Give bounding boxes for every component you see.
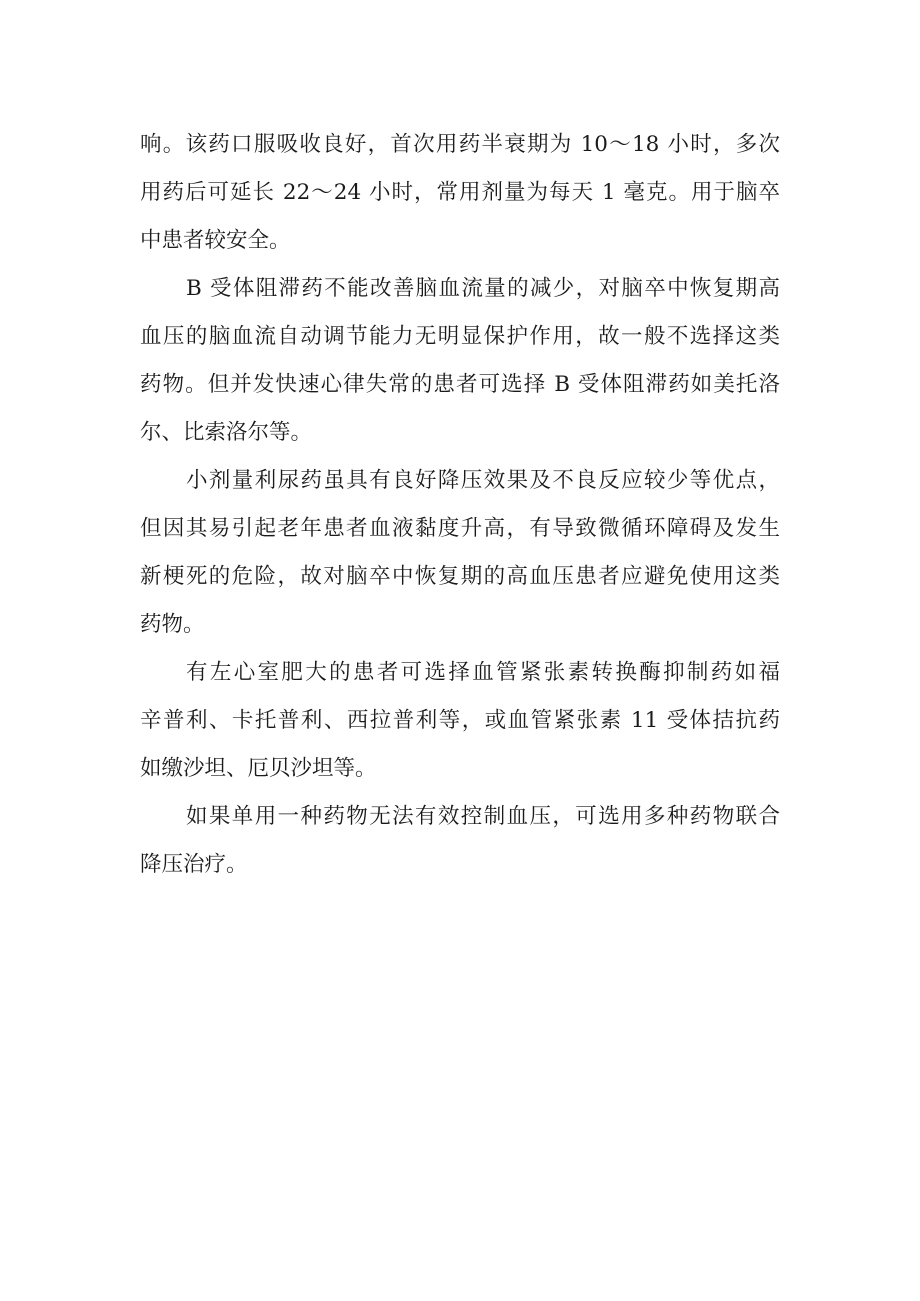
- text-line: 用药后可延长 22～24 小时，常用剂量为每天 1 毫克。用于脑卒: [140, 180, 780, 205]
- text-line: 响。该药口服吸收良好，首次用药半衰期为 10～18 小时，多次: [140, 132, 780, 157]
- text-line: 血压的脑血流自动调节能力无明显保护作用，故一般不选择这类: [140, 324, 780, 349]
- text-line: B 受体阻滞药不能改善脑血流量的减少，对脑卒中恢复期高: [186, 276, 780, 301]
- document-body: [140, 121, 780, 889]
- text-line: 有左心室肥大的患者可选择血管紧张素转换酶抑制药如福: [186, 660, 780, 685]
- text-line: 但因其易引起老年患者血液黏度升高，有导致微循环障碍及发生: [140, 516, 780, 541]
- text-line: 如果单用一种药物无法有效控制血压，可选用多种药物联合: [186, 804, 780, 829]
- text-line: 降压治疗。: [140, 852, 248, 877]
- paragraph-diuretics: [140, 457, 780, 649]
- paragraph-ace-inhibitors: [140, 649, 780, 793]
- text-line: 小剂量利尿药虽具有良好降压效果及不良反应较少等优点，: [186, 468, 780, 493]
- paragraph-beta-blockers: [140, 265, 780, 457]
- paragraph-combination-therapy: [140, 793, 780, 889]
- text-line: 如缴沙坦、厄贝沙坦等。: [140, 756, 377, 781]
- text-line: 药物。: [140, 612, 205, 637]
- text-line: 中患者较安全。: [140, 228, 291, 253]
- paragraph-half-life: [140, 121, 780, 265]
- text-line: 新梗死的危险，故对脑卒中恢复期的高血压患者应避免使用这类: [140, 564, 780, 589]
- text-line: 辛普利、卡托普利、西拉普利等，或血管紧张素 11 受体拮抗药: [140, 708, 780, 733]
- text-line: 尔、比索洛尔等。: [140, 420, 313, 445]
- text-line: 药物。但并发快速心律失常的患者可选择 B 受体阻滞药如美托洛: [140, 372, 780, 397]
